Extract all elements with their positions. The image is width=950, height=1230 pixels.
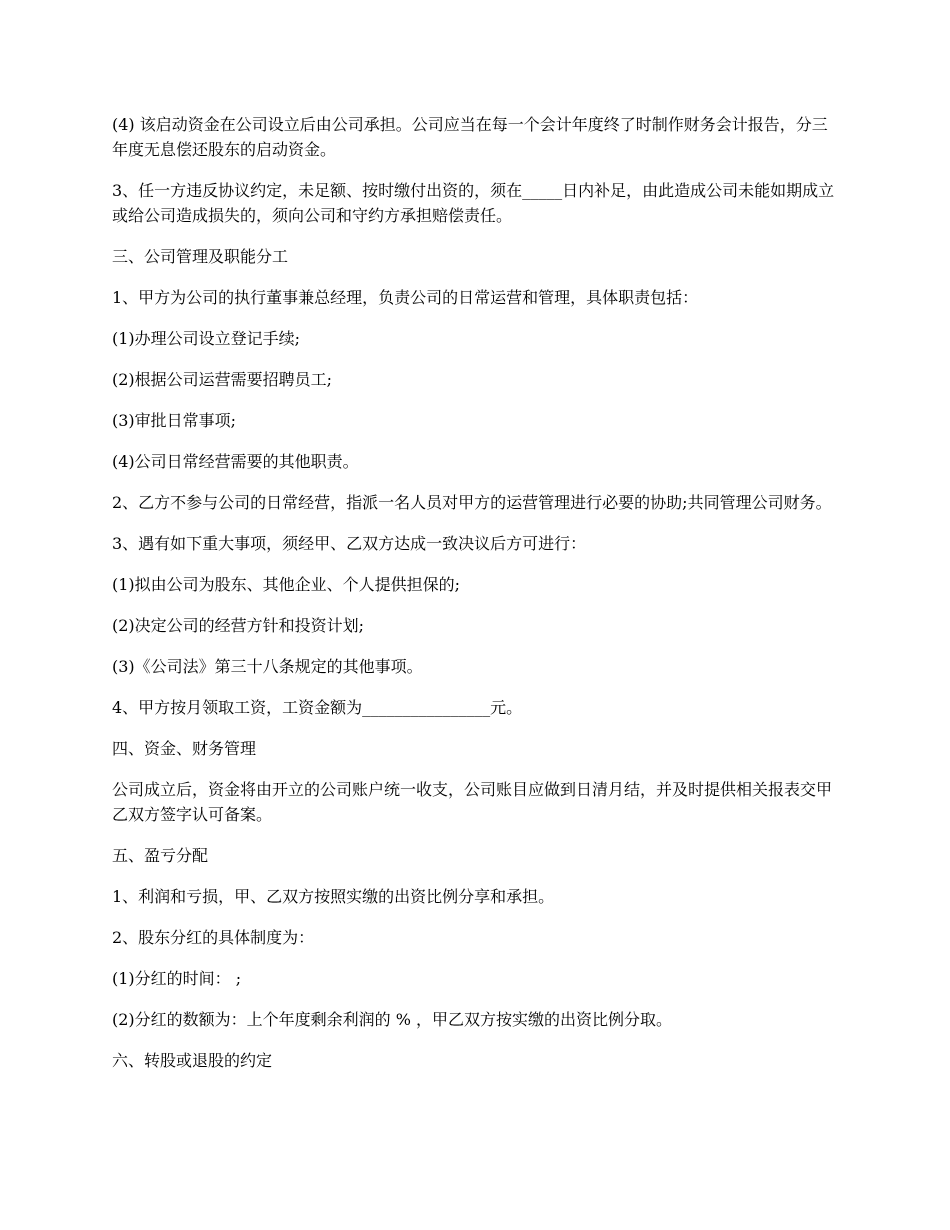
section-heading-finance: 四、资金、财务管理 xyxy=(112,739,257,758)
paragraph-party-b-role: 2、乙方不参与公司的日常经营，指派一名人员对甲方的运营管理进行必要的协助;共同管理公司财务。 xyxy=(112,493,832,512)
section-heading-management: 三、公司管理及职能分工 xyxy=(112,247,289,266)
list-item-guarantee: (1)拟由公司为股东、其他企业、个人提供担保的; xyxy=(112,575,461,594)
list-item-investment-plan: (2)决定公司的经营方针和投资计划; xyxy=(112,616,365,635)
paragraph-startup-funds: (4) 该启动资金在公司设立后由公司承担。公司应当在每一个会计年度终了时制作财务会计报告，分三年度无息偿还股东的启动资金。 xyxy=(112,115,828,159)
paragraph-breach-clause: 3、任一方违反协议约定，未足额、按时缴付出资的，须在_____日内补足，由此造成公司未能如期成立或给公司造成损失的，须向公司和守约方承担赔偿责任。 xyxy=(112,181,835,225)
list-item-recruitment: (2)根据公司运营需要招聘员工; xyxy=(112,370,333,389)
list-item-approval: (3)审批日常事项; xyxy=(112,411,237,430)
paragraph-salary: 4、甲方按月领取工资，工资金额为________________元。 xyxy=(112,698,523,717)
list-item-dividend-time: (1)分红的时间： ; xyxy=(112,969,242,988)
list-item-company-law: (3)《公司法》第三十八条规定的其他事项。 xyxy=(112,657,423,676)
section-heading-profit-loss: 五、盈亏分配 xyxy=(112,846,209,865)
paragraph-profit-sharing: 1、利润和亏损，甲、乙双方按照实缴的出资比例分享和承担。 xyxy=(112,887,555,906)
list-item-other-duties: (4)公司日常经营需要的其他职责。 xyxy=(112,452,359,471)
section-heading-share-transfer: 六、转股或退股的约定 xyxy=(112,1051,273,1070)
paragraph-party-a-duties: 1、甲方为公司的执行董事兼总经理，负责公司的日常运营和管理，具体职责包括： xyxy=(112,288,699,307)
list-item-dividend-amount: (2)分红的数额为：上个年度剩余利润的 % ，甲乙双方按实缴的出资比例分取。 xyxy=(112,1010,673,1029)
document-body xyxy=(112,112,840,1089)
paragraph-major-matters: 3、遇有如下重大事项，须经甲、乙双方达成一致决议后方可进行： xyxy=(112,534,587,553)
list-item-registration: (1)办理公司设立登记手续; xyxy=(112,329,301,348)
paragraph-dividend-policy: 2、股东分红的具体制度为： xyxy=(112,928,315,947)
paragraph-accounts: 公司成立后，资金将由开立的公司账户统一收支，公司账目应做到日清月结，并及时提供相关报表交甲乙双方签字认可备案。 xyxy=(112,780,833,824)
